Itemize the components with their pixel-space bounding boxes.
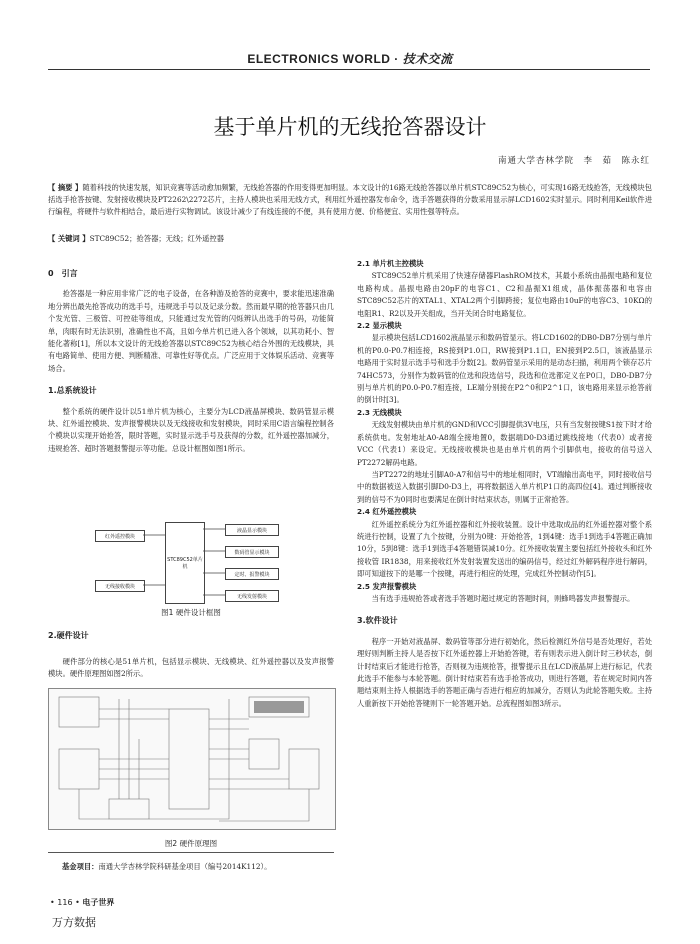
left-column-hardware xyxy=(48,630,334,650)
section-heading: 2.硬件设计 xyxy=(48,631,89,640)
journal-cn: 电子世界 xyxy=(82,898,115,907)
subsection-heading: 2.3 无线模块 xyxy=(357,407,402,417)
journal-section: 技术交流 xyxy=(402,52,453,66)
figure-2-schematic xyxy=(48,688,336,830)
paragraph: 红外遥控系统分为红外遥控器和红外接收装置。设计中选取成品的红外遥控器对整个系统进行控制，设置了九个按键，分别为0键：开始抢答，1到4键：选手1到选手4答题正确加10分，5到8键：选手1到选手4答题错误减10分。红外接收装置主要包括红外接收头和红外接收管 IR1838，用来接收红外发射装置发送出的编码信号，经过红外解码程序进行解码，即可知道按下的是哪一个按键，再进行相应的处理，完成红外控制动作[5]。 xyxy=(357,519,652,579)
watermark: 万方数据 xyxy=(52,916,96,929)
subsection-heading: 2.1 单片机主控模块 xyxy=(357,259,424,268)
keywords xyxy=(48,234,652,244)
paper-title: 基于单片机的无线抢答器设计 xyxy=(213,115,487,139)
page-footer xyxy=(50,897,114,908)
section-heading: 0 引言 xyxy=(48,269,78,278)
fund-text: 南通大学杏林学院科研基金项目（编号2014K112）。 xyxy=(98,862,272,871)
figure-2-caption: 图2 硬件原理图 xyxy=(164,839,218,848)
paragraph: 整个系统的硬件设计以51单片机为核心，主要分为LCD液晶屏模块、数码管显示模块、红外遥控模块、发声报警模块以及无线接收和发射模块，同时采用C语言编程控制各个模块以实现开始抢答，限时答题，实时显示选手号及获得的分数，红外遥控器加减分，违规抢答、超时答题报警提示等功能。总设计框图如图1所示。 xyxy=(48,406,334,453)
wireless-tx-block: 无线发射模块 xyxy=(225,590,279,602)
lcd-block: 液晶显示模块 xyxy=(225,524,279,536)
figure-1-diagram xyxy=(95,522,335,604)
keywords-text: STC89C52；抢答器；无线；红外遥控器 xyxy=(89,234,225,243)
alarm-block: 定时、报警模块 xyxy=(225,568,279,580)
paragraph: 当有选手违规抢答或者选手答题时超过规定的答题时间，则蜂鸣器发声报警提示。 xyxy=(371,593,635,603)
paragraph: 抢答器是一种应用非常广泛的电子设备，在各种游及抢答的竞赛中，要求能迅速准确地分辨出最先抢答成功的选手号，违规选手号以及记录分数。然而最早期的抢答器只由几个发光管、三极管、可控硅等组成，只能通过发光管的闪烁辨认出选手的号码，功能简单，肉眼有时无法识别，准确性也不高，且如今单片机已进入各个领域，以其功耗小、智能化著称[1]，所以本文设计的无线抢答器以STC89C52为核心结合外围的无线模块，具有电路简单、使用方便、判断精准、可靠性好等优点。广泛应用于文体娱乐活动、竞赛等场合。 xyxy=(48,289,334,373)
subsection-heading: 2.5 发声报警模块 xyxy=(357,581,417,591)
header-rule xyxy=(48,69,650,70)
paragraph: 程序一开始对液晶屏、数码管等部分进行初始化，然后检测红外信号是否处理好，若处理好则判断主持人是否按下红外遥控器上开始抢答键，若有则表示进入倒计时三秒状态，倒计时结束后才能进行抢答，否则视为违规抢答，报警提示且在LCD液晶屏上进行标记，代表此选手不能参与本轮答题。倒计时结束若有选手抢答成功，则进行答题，若在规定时间内答题结束则主持人根据选手的答题正确与否进行相应的加减分，否则认为此轮答题失败。主持人重新按下开始抢答键则下一轮答题开始。总流程图如图3所示。 xyxy=(357,636,652,708)
paragraph: 显示模块包括LCD1602液晶显示和数码管显示。将LCD1602的DB0-DB7分别与单片机的P0.0-P0.7相连接，RS接到P1.0口，RW接到P1.1口，EN接到P2.5口，该液晶显示电路用于实时显示选手号和选手分数[2]。数码管显示采用的是动态扫描，利用两个锁存芯片74HC573，分别作为数码管的位选和段选信号，段选和位选都定义在P0口，DB0-DB7分别与单片机的P0.0-P0.7相连接，LE端分别接在P2^0和P2^1口，该电路用来显示抢答前的倒计时[3]。 xyxy=(357,333,652,405)
abstract-label: 【 摘要 】 xyxy=(48,183,83,192)
paragraph: 硬件部分的核心是51单片机，包括显示模块、无线模块、红外遥控器以及发声报警模块。硬件原理图如图2所示。 xyxy=(48,657,334,679)
authors: 南通大学杏林学院 李 茹 陈永红 xyxy=(497,156,650,166)
figure-1-arrows xyxy=(95,522,335,604)
section-heading: 3.软件设计 xyxy=(357,616,398,626)
journal-name: ELECTRONICS WORLD · xyxy=(247,52,399,66)
paragraph: 当PT2272的地址引脚A0-A7和信号中的地址相同时，VT端输出高电平，同时接收信号中的数据被送入数据引脚D0-D3上，再将数据送入单片机P1口的高四位[4]。通过判断接收到的信号不为0同时也要满足在倒计时结束状态，则属于正常抢答。 xyxy=(357,469,652,504)
subsection-heading: 2.2 显示模块 xyxy=(357,321,402,331)
paragraph: STC89C52单片机采用了快速存储器FlashROM技术，其最小系统由晶振电路和复位电路构成。晶振电路由20pF的电容C1、C2和晶振X1组成，晶体振荡器和电容由STC89C52芯片的XTAL1、XTAL2两个引脚跨接；复位电路由10uF的电容C3、10KΩ的电阻R1、R2以及开关组成，当开关闭合时电路复位。 xyxy=(357,271,652,318)
left-column-hardware-text xyxy=(48,656,334,681)
schematic-drawing xyxy=(49,689,335,829)
journal-header xyxy=(0,50,700,67)
page-number: • 116 • xyxy=(50,898,80,907)
section-heading: 1.总系统设计 xyxy=(48,386,97,396)
ir-remote-block: 红外遥控模块 xyxy=(95,530,145,542)
keywords-label: 【 关键词 】 xyxy=(48,234,90,243)
abstract-text: 随着科技的快速发展，知识竞赛等活动愈加频繁，无线抢答器的作用变得更加明显。本文设计的16路无线抢答器以单片机STC89C52为核心，可实现16路无线抢答，无线模块包括选手抢答按键、发射接收模块及PT2262\2272芯片，主持人模块也采用无线方式，利用红外遥控器发布命令，选手答题获得的分数采用显示屏LCD1602实时显示。同时利用Keil软件进行编程，将硬件与软件相结合，最后进行实物调试。该设计减少了有线连接的不便，具有使用方便、价格便宜、实用性强等特点。 xyxy=(48,183,652,216)
figure-1-caption: 图1 硬件设计框图 xyxy=(161,608,221,617)
fund-note xyxy=(62,862,271,872)
wireless-rx-block: 无线接收模块 xyxy=(95,580,145,592)
paragraph: 无线发射模块由单片机的GND和VCC引脚提供3V电压，只有当发射按键S1按下时才给系统供电。发射地址A0-A8端全接地置0，数据端D0-D3通过跳线接地（代表0）或者接VCC（代表1）来设定。无线接收模块也是由单片机的两个引脚供电，接收的信号送入PT2272解码电路。 xyxy=(357,420,652,467)
subsection-heading: 2.4 红外遥控模块 xyxy=(357,507,417,517)
fund-label: 基金项目： xyxy=(62,862,99,871)
right-column xyxy=(357,258,652,710)
left-column-top xyxy=(48,268,334,455)
abstract xyxy=(48,182,652,217)
footnote-rule xyxy=(48,852,334,853)
mcu-block: STC89C52单片机 xyxy=(165,522,205,604)
seg-display-block: 数码管显示模块 xyxy=(225,546,279,558)
